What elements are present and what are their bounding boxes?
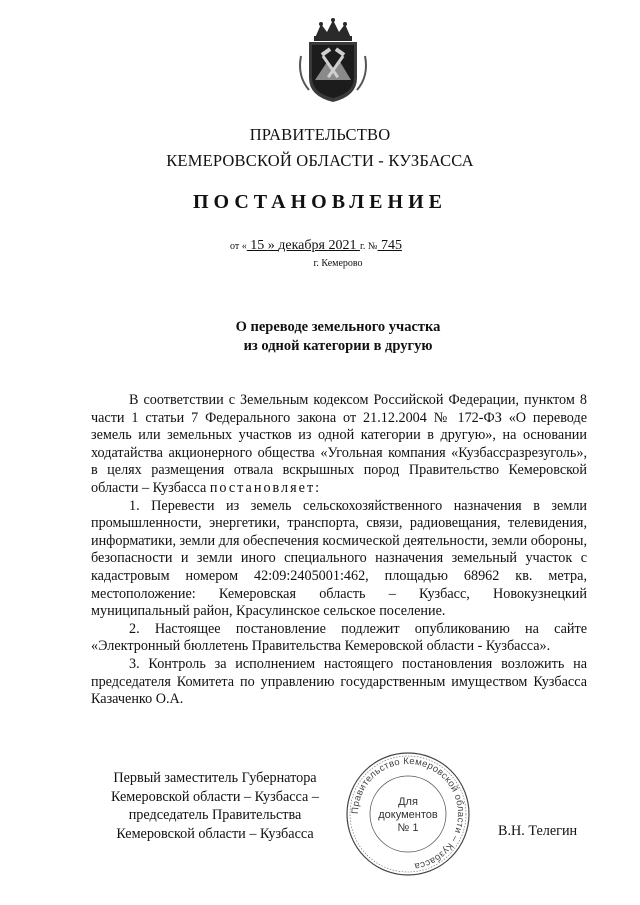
official-stamp	[344, 750, 472, 878]
government-name-line1: ПРАВИТЕЛЬСТВО	[249, 125, 391, 144]
signatory-line3: председатель Правительства	[128, 807, 302, 823]
year-suffix: г. №	[359, 241, 378, 252]
stamp-inner-line3: № 1	[397, 822, 419, 834]
intro-text: В соответствии с Земельным кодексом Российской Федерации, пунктом 8 части 1 статьи 7 Федерального закона от 21.12.2004 № 172-ФЗ «О переводе земель или земельных участков из одной категории в другую», на основании ходатайства акционерного общества «Угольная компания «Кузбассразрезуголь», в целях размещения отвала вскрышных пород Правительство Кемеровской области – Кузбасса	[91, 392, 587, 496]
signatory-name: В.Н. Телегин	[498, 823, 578, 839]
city-name: г. Кемерово	[313, 258, 363, 269]
signatory-position	[90, 769, 340, 843]
intro-spaced-word: постановляет:	[209, 479, 322, 496]
subject-line1: О переводе земельного участка	[235, 319, 441, 335]
item-3-paragraph: 3. Контроль за исполнением настоящего постановления возложить на председателя Комитета по управлению государственным имуществом Кузбасса Казаченко О.А.	[91, 655, 587, 708]
stamp-center-text	[374, 796, 442, 835]
decree-subject	[0, 318, 640, 356]
stamp-inner-line2: документов	[378, 809, 438, 821]
decree-dateline	[230, 238, 402, 254]
signatory-line1: Первый заместитель Губернатора	[113, 770, 317, 786]
government-name-line2: КЕМЕРОВСКОЙ ОБЛАСТИ - КУЗБАССА	[166, 151, 474, 170]
date-month-year: декабря 2021	[278, 238, 360, 253]
stamp-ring-text: Правительство Кемеровской области – Кузбасса	[349, 755, 467, 872]
intro-paragraph	[91, 392, 587, 498]
decree-number: 745	[377, 238, 402, 253]
signatory-line2: Кемеровской области – Кузбасса –	[111, 788, 319, 805]
coat-of-arms-emblem	[293, 16, 373, 104]
date-mid: »	[267, 238, 279, 253]
item-1-paragraph: 1. Перевести из земель сельскохозяйственного назначения в земли промышленности, энергетики, транспорта, связи, радиовещания, телевидения, информатики, земли для обеспечения космической деятельности, земли обороны, безопасности и земли иного специального назначения земельный участок с кадастровым номером 42:09:2405001:462, площадью 68962 кв. метра, местоположение: Кемеровская область – Кузбасс, Новокузнецкий муниципальный район, Красулинское сельское поселение.	[91, 497, 587, 620]
decree-body	[91, 392, 587, 709]
subject-line2: из одной категории в другую	[243, 338, 433, 354]
item-2-paragraph: 2. Настоящее постановление подлежит опубликованию на сайте «Электронный бюллетень Правительства Кемеровской области - Кузбасса».	[91, 620, 587, 655]
date-prefix: от «	[230, 241, 247, 252]
decree-title: ПОСТАНОВЛЕНИЕ	[193, 191, 447, 213]
signatory-line4: Кемеровской области – Кузбасса	[116, 825, 314, 842]
date-day: 15	[246, 238, 268, 253]
stamp-inner-line1: Для	[398, 796, 418, 808]
